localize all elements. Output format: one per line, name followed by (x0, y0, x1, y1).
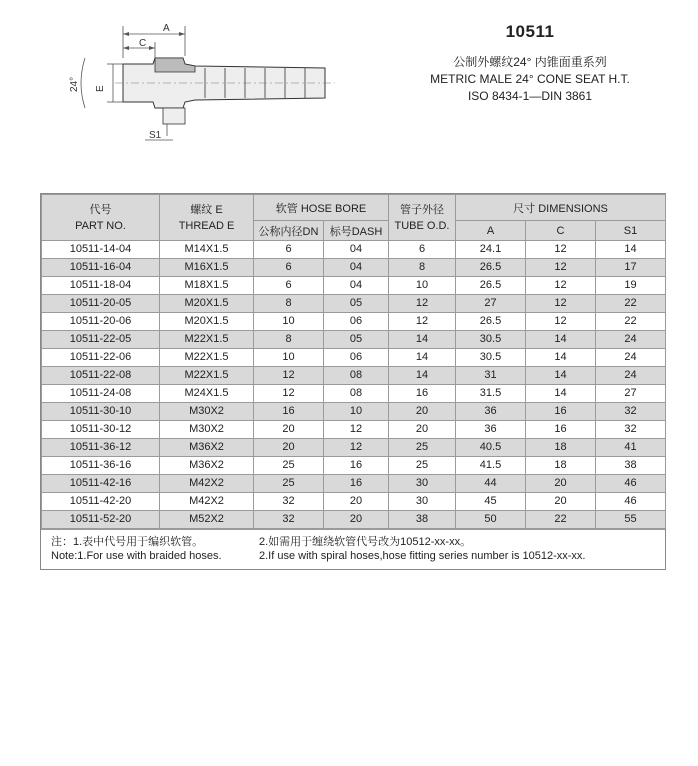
table-cell: 10511-22-06 (42, 349, 160, 367)
table-row (42, 475, 666, 493)
table-cell: 25 (254, 475, 324, 493)
table-cell: 10511-20-06 (42, 313, 160, 331)
table-cell: 14 (596, 241, 666, 259)
dim-a-label: A (163, 23, 170, 34)
col-header-tube-od: 管子外径 TUBE O.D. (389, 195, 456, 241)
table-cell: 32 (254, 511, 324, 529)
table-cell: 14 (389, 331, 456, 349)
table-cell: 04 (324, 241, 389, 259)
table-cell: M36X2 (160, 457, 254, 475)
table-cell: 06 (324, 349, 389, 367)
table-cell: 19 (596, 277, 666, 295)
table-cell: 05 (324, 331, 389, 349)
table-cell: 10511-22-05 (42, 331, 160, 349)
table-cell: 14 (526, 331, 596, 349)
table-cell: M36X2 (160, 439, 254, 457)
table-cell: 12 (254, 385, 324, 403)
spec-table (41, 194, 666, 529)
table-cell: 10511-20-05 (42, 295, 160, 313)
table-cell: 25 (389, 457, 456, 475)
table-cell: 20 (254, 421, 324, 439)
col-header-a: A (456, 221, 526, 241)
table-cell: 55 (596, 511, 666, 529)
col-header-s1: S1 (596, 221, 666, 241)
table-cell: 24 (596, 367, 666, 385)
table-cell: 10511-42-16 (42, 475, 160, 493)
table-cell: 20 (389, 403, 456, 421)
table-row (42, 493, 666, 511)
table-cell: 20 (526, 475, 596, 493)
table-cell: 20 (389, 421, 456, 439)
table-cell: 8 (254, 295, 324, 313)
table-cell: 41 (596, 439, 666, 457)
title-line-english: METRIC MALE 24° CONE SEAT H.T. (430, 72, 630, 86)
table-cell: 10511-36-16 (42, 457, 160, 475)
table-cell: M30X2 (160, 403, 254, 421)
table-cell: M24X1.5 (160, 385, 254, 403)
section-hatch (155, 58, 195, 72)
table-cell: 38 (389, 511, 456, 529)
table-cell: 20 (324, 511, 389, 529)
table-row (42, 349, 666, 367)
table-cell: 30.5 (456, 349, 526, 367)
table-cell: 24.1 (456, 241, 526, 259)
table-cell: 12 (324, 439, 389, 457)
table-cell: 16 (324, 457, 389, 475)
col-header-part-no: 代号 PART NO. (42, 195, 160, 241)
table-cell: 22 (596, 313, 666, 331)
table-cell: 12 (254, 367, 324, 385)
spec-table-body (42, 241, 666, 529)
table-cell: M22X1.5 (160, 367, 254, 385)
note-en-2: 2.If use with spiral hoses,hose fitting series number is 10512-xx-xx. (259, 550, 586, 562)
col-header-c: C (526, 221, 596, 241)
angle-label: 24° (69, 76, 80, 92)
table-row (42, 259, 666, 277)
angle-arc (81, 58, 85, 108)
table-cell: 6 (254, 241, 324, 259)
table-cell: M22X1.5 (160, 331, 254, 349)
table-row (42, 331, 666, 349)
hex-nut (163, 108, 185, 124)
table-cell: 10511-52-20 (42, 511, 160, 529)
table-row (42, 277, 666, 295)
table-cell: 6 (254, 277, 324, 295)
table-cell: 14 (526, 385, 596, 403)
table-cell: 10511-22-08 (42, 367, 160, 385)
table-cell: 18 (526, 439, 596, 457)
notes-row-english (51, 549, 659, 563)
table-cell: 16 (254, 403, 324, 421)
table-cell: 14 (526, 367, 596, 385)
table-cell: 44 (456, 475, 526, 493)
table-cell: 14 (389, 367, 456, 385)
table-cell: 8 (389, 259, 456, 277)
table-cell: 20 (254, 439, 324, 457)
dim-c-arrow-right (149, 46, 155, 50)
table-cell: 32 (254, 493, 324, 511)
table-cell: 25 (389, 439, 456, 457)
table-cell: 41.5 (456, 457, 526, 475)
table-cell: M20X1.5 (160, 295, 254, 313)
table-row (42, 403, 666, 421)
table-cell: 20 (526, 493, 596, 511)
table-cell: 10511-14-04 (42, 241, 160, 259)
table-cell: 14 (526, 349, 596, 367)
table-cell: 16 (324, 475, 389, 493)
table-cell: 12 (526, 259, 596, 277)
table-cell: 10 (324, 403, 389, 421)
table-cell: 22 (526, 511, 596, 529)
table-cell: 24 (596, 331, 666, 349)
part-series-title: 10511 (505, 22, 555, 41)
table-cell: 10 (389, 277, 456, 295)
table-cell: 32 (596, 421, 666, 439)
dim-c-arrow-left (123, 46, 129, 50)
table-cell: M52X2 (160, 511, 254, 529)
title-line-standard: ISO 8434-1—DIN 3861 (467, 89, 593, 103)
table-cell: 12 (389, 313, 456, 331)
table-cell: 10511-36-12 (42, 439, 160, 457)
table-cell: 36 (456, 403, 526, 421)
table-cell: 31 (456, 367, 526, 385)
table-cell: 08 (324, 385, 389, 403)
table-cell: 16 (526, 421, 596, 439)
table-cell: 10511-16-04 (42, 259, 160, 277)
note-cn-2: 2.如需用于缠绕软管代号改为10512-xx-xx。 (259, 536, 472, 548)
table-cell: 38 (596, 457, 666, 475)
title-block (410, 22, 650, 105)
notes-block (41, 529, 665, 569)
table-cell: 32 (596, 403, 666, 421)
fitting-drawing (55, 18, 355, 158)
table-cell: 24 (596, 349, 666, 367)
table-cell: 12 (526, 313, 596, 331)
table-cell: 05 (324, 295, 389, 313)
note-cn-1: 注：1.表中代号用于编织软管。 (51, 536, 204, 548)
table-cell: 27 (456, 295, 526, 313)
col-header-thread: 螺纹 E THREAD E (160, 195, 254, 241)
table-cell: 16 (389, 385, 456, 403)
table-cell: 10511-24-08 (42, 385, 160, 403)
table-cell: 12 (324, 421, 389, 439)
table-cell: 12 (526, 241, 596, 259)
table-row (42, 295, 666, 313)
table-cell: 31.5 (456, 385, 526, 403)
spec-table-container (40, 193, 666, 570)
table-cell: 12 (526, 277, 596, 295)
table-cell: 04 (324, 259, 389, 277)
table-row (42, 439, 666, 457)
dim-c-label: C (139, 38, 147, 49)
table-cell: 26.5 (456, 313, 526, 331)
table-cell: M22X1.5 (160, 349, 254, 367)
table-cell: 10511-18-04 (42, 277, 160, 295)
dim-e-label: E (95, 85, 106, 92)
fitting-diagram (55, 18, 355, 158)
table-cell: 46 (596, 493, 666, 511)
table-cell: 8 (254, 331, 324, 349)
table-cell: M14X1.5 (160, 241, 254, 259)
table-cell: 18 (526, 457, 596, 475)
col-header-dn: 公称内径DN (254, 221, 324, 241)
table-cell: 50 (456, 511, 526, 529)
title-line-chinese: 公制外螺纹24° 内锥面重系列 (453, 55, 607, 69)
table-cell: 10 (254, 349, 324, 367)
table-cell: 10511-30-10 (42, 403, 160, 421)
table-cell: 27 (596, 385, 666, 403)
table-cell: 17 (596, 259, 666, 277)
table-cell: M42X2 (160, 493, 254, 511)
note-en-1: Note:1.For use with braided hoses. (51, 550, 222, 562)
dim-a-arrow-right (179, 32, 185, 36)
table-cell: 10511-42-20 (42, 493, 160, 511)
table-cell: 26.5 (456, 277, 526, 295)
table-cell: 45 (456, 493, 526, 511)
table-cell: 30 (389, 493, 456, 511)
col-header-dash: 标号DASH (324, 221, 389, 241)
table-cell: 22 (596, 295, 666, 313)
table-cell: M20X1.5 (160, 313, 254, 331)
table-cell: 06 (324, 313, 389, 331)
dim-a-arrow-left (123, 32, 129, 36)
notes-row-chinese (51, 535, 659, 549)
table-cell: 20 (324, 493, 389, 511)
table-cell: 04 (324, 277, 389, 295)
table-cell: 40.5 (456, 439, 526, 457)
table-cell: 12 (389, 295, 456, 313)
table-row (42, 511, 666, 529)
table-row (42, 385, 666, 403)
table-cell: 12 (526, 295, 596, 313)
table-cell: M16X1.5 (160, 259, 254, 277)
table-cell: 25 (254, 457, 324, 475)
col-header-hose-bore: 软管 HOSE BORE (254, 195, 389, 221)
dim-s1-label: S1 (149, 130, 162, 141)
table-row (42, 457, 666, 475)
table-cell: 14 (389, 349, 456, 367)
table-cell: 16 (526, 403, 596, 421)
table-row (42, 313, 666, 331)
table-cell: M18X1.5 (160, 277, 254, 295)
table-cell: 10 (254, 313, 324, 331)
table-cell: 08 (324, 367, 389, 385)
table-cell: 10511-30-12 (42, 421, 160, 439)
table-cell: M42X2 (160, 475, 254, 493)
table-cell: 6 (254, 259, 324, 277)
table-cell: 46 (596, 475, 666, 493)
table-cell: 30 (389, 475, 456, 493)
table-cell: 26.5 (456, 259, 526, 277)
table-cell: 36 (456, 421, 526, 439)
table-row (42, 241, 666, 259)
table-cell: M30X2 (160, 421, 254, 439)
table-row (42, 421, 666, 439)
col-header-dimensions: 尺寸 DIMENSIONS (456, 195, 666, 221)
table-row (42, 367, 666, 385)
table-cell: 6 (389, 241, 456, 259)
table-cell: 30.5 (456, 331, 526, 349)
